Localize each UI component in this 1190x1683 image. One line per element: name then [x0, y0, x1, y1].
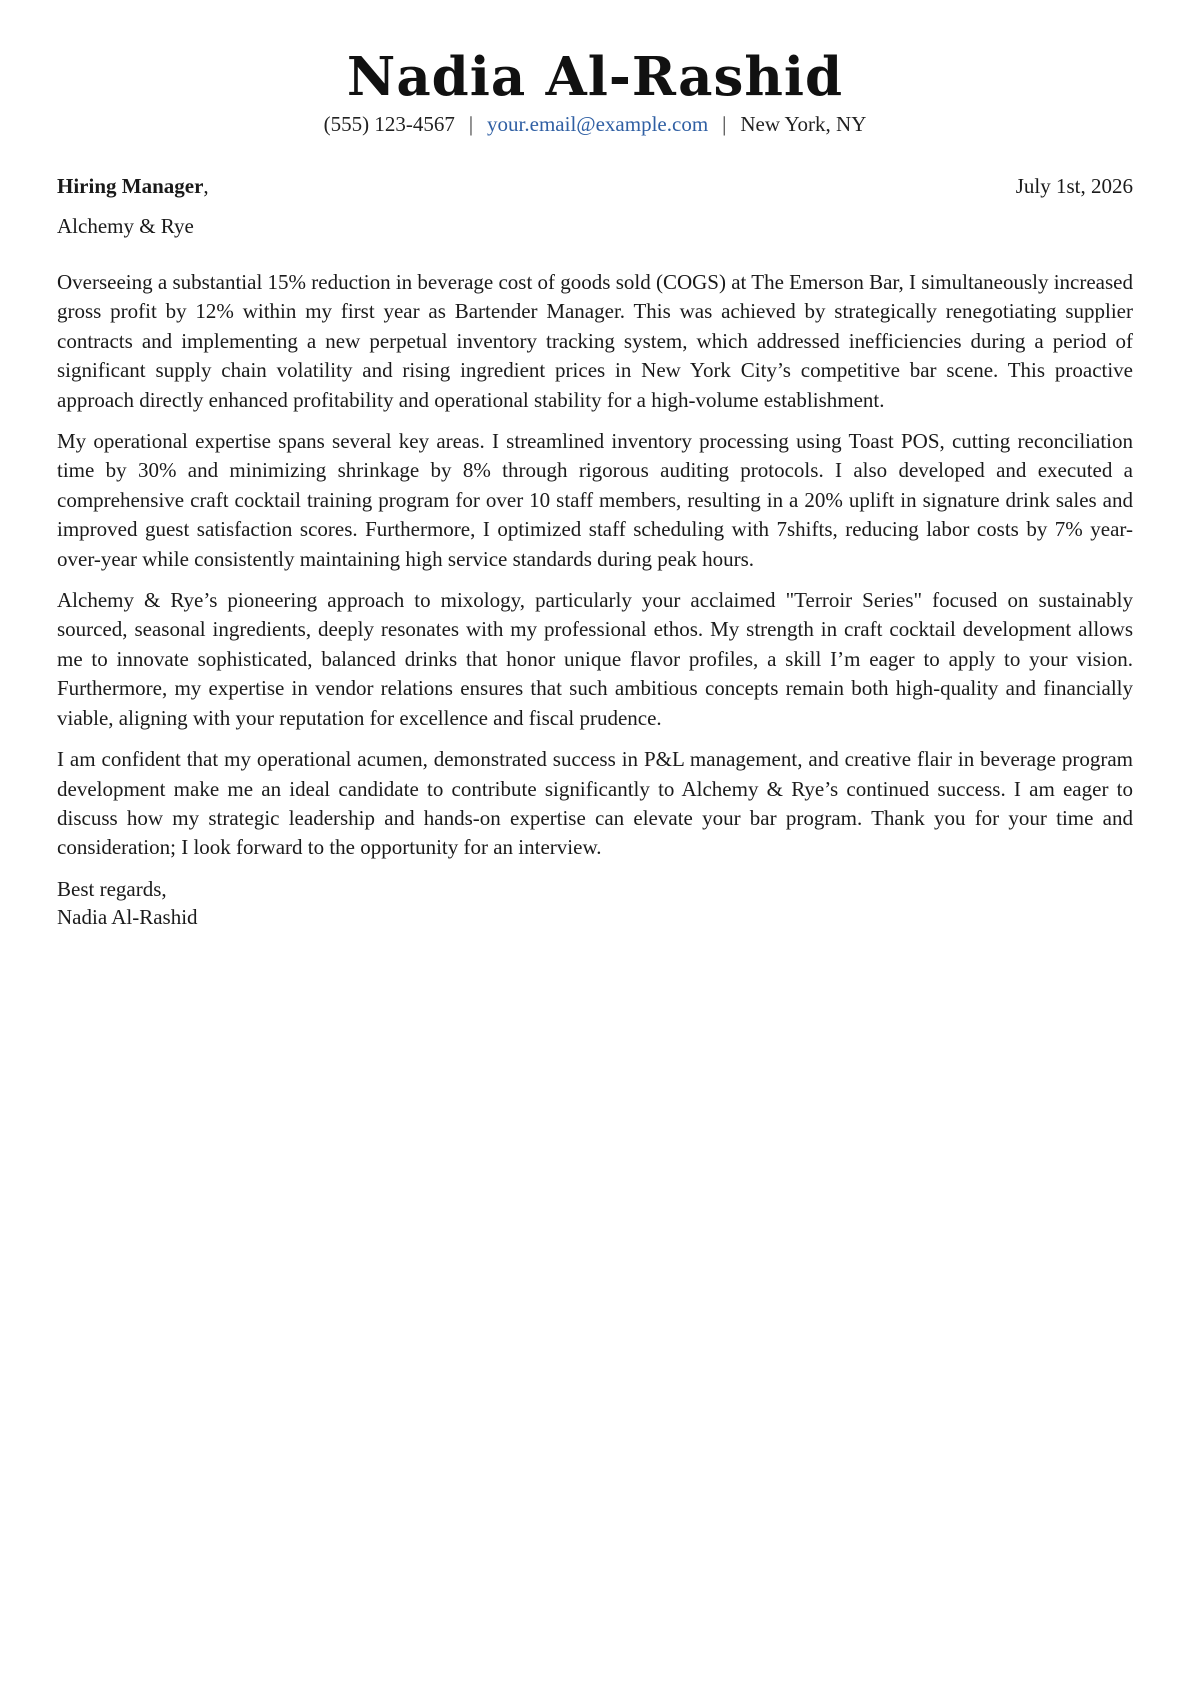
letter-header [57, 44, 1133, 138]
applicant-name: Nadia Al-Rashid [346, 46, 844, 108]
closing-signature: Nadia Al-Rashid [57, 904, 198, 929]
contact-separator: | [468, 112, 474, 136]
closing-salutation: Best regards, [57, 876, 167, 901]
letter-closing [57, 875, 1133, 931]
body-paragraph: I am confident that my operational acumen, demonstrated success in P&L management, and creative flair in beverage program development make me an ideal candidate to contribute significantly to Alchemy & Rye’s continued success. I am eager to discuss how my strategic leadership and hands-on expertise can elevate your bar program. Thank you for your time and consideration; I look forward to the opportunity for an interview. [57, 747, 1133, 860]
recipient-company: Alchemy & Rye [57, 214, 194, 238]
email-link[interactable]: your.email@example.com [487, 112, 709, 136]
phone-number: (555) 123-4567 [323, 112, 455, 136]
recipient [57, 172, 209, 200]
letter-date: July 1st, 2026 [1015, 174, 1133, 198]
contact-separator: | [722, 112, 727, 136]
letter-body [57, 268, 1133, 863]
contact-line [57, 110, 1133, 138]
location: New York, NY [740, 112, 867, 136]
body-paragraph: My operational expertise spans several key areas. I streamlined inventory processing using Toast POS, cutting reconciliation time by 30% and minimizing shrinkage by 8% through rigorous auditing protocols. I also developed and executed a comprehensive craft cocktail training program for over 10 staff members, resulting in a 20% uplift in signature drink sales and improved guest satisfaction scores. Furthermore, I optimized staff scheduling with 7shifts, reducing labor costs by 7% year-over-year while consistently maintaining high service standards during peak hours. [57, 429, 1133, 571]
recipient-date-row [57, 172, 1133, 200]
cover-letter-page [57, 44, 1133, 931]
body-paragraph: Overseeing a substantial 15% reduction in beverage cost of goods sold (COGS) at The Emerson Bar, I simultaneously increased gross profit by 12% within my first year as Bartender Manager. This was achieved by strategically renegotiating supplier contracts and implementing a new perpetual inventory tracking system, which addressed inefficiencies during a period of significant supply chain volatility and rising ingredient prices in New York City’s competitive bar scene. This proactive approach directly enhanced profitability and operational stability for a high-volume establishment. [57, 270, 1133, 412]
body-paragraph: Alchemy & Rye’s pioneering approach to mixology, particularly your acclaimed "Terroir Series" focused on sustainably sourced, seasonal ingredients, deeply resonates with my professional ethos. My strength in craft cocktail development allows me to innovate sophisticated, balanced drinks that honor unique flavor profiles, a skill I’m eager to apply to your vision. Furthermore, my expertise in vendor relations ensures that such ambitious concepts remain both high-quality and financially viable, aligning with your reputation for excellence and fiscal prudence. [57, 588, 1133, 730]
recipient-name: Hiring Manager [57, 174, 204, 198]
recipient-name-comma: , [203, 174, 209, 198]
